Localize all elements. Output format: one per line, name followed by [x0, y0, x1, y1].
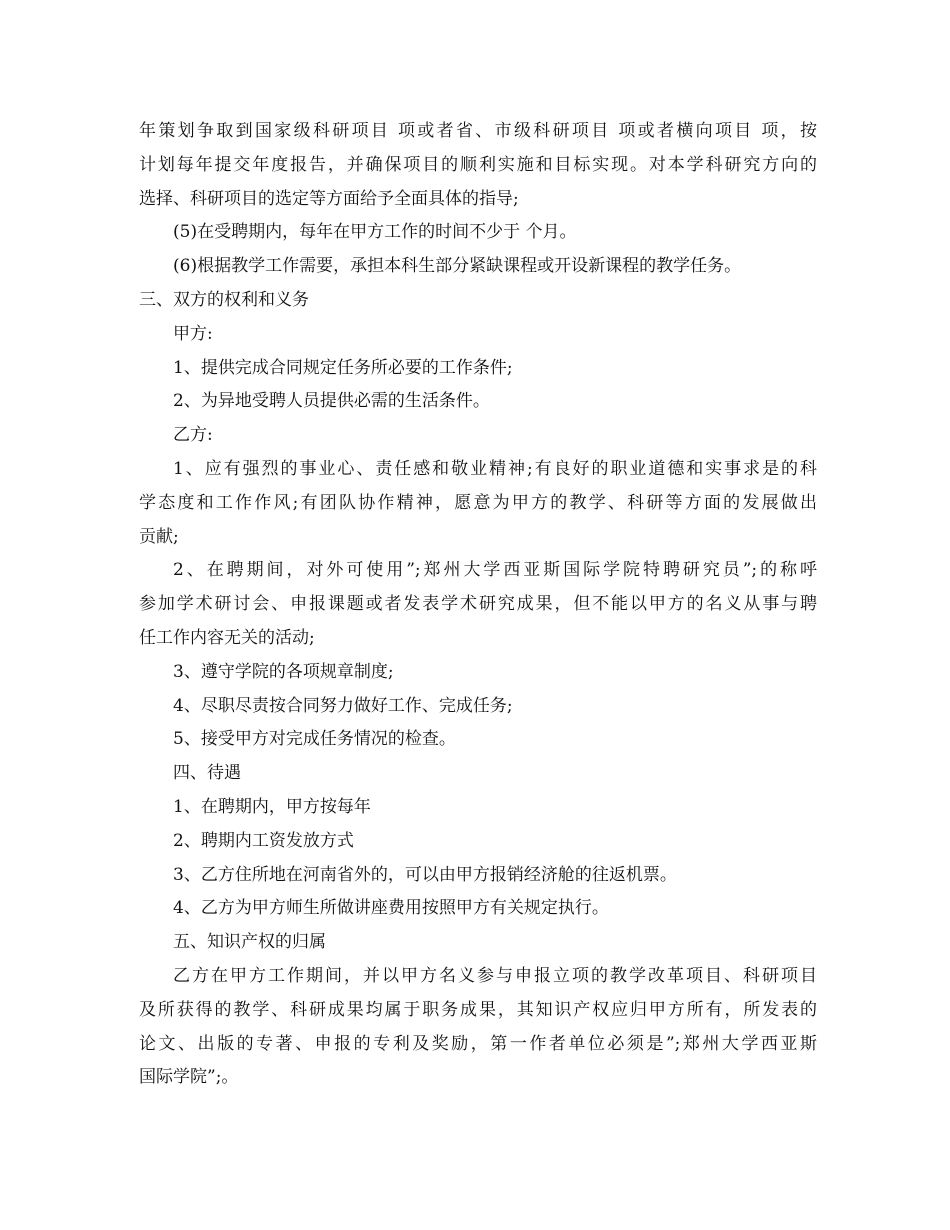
text-line: 贡献; [139, 526, 179, 547]
text-line: 3、乙方住所地在河南省外的，可以由甲方报销经济舱的往返机票。 [173, 864, 677, 885]
text-line: 选择、科研项目的选定等方面给予全面具体的指导; [139, 188, 519, 209]
text-line: 年策划争取到国家级科研项目 项或者省、市级科研项目 项或者横向项目 项，按 [139, 121, 817, 141]
text-line: 乙方: [173, 425, 213, 446]
text-line: (6)根据教学工作需要，承担本科生部分紧缺课程或开设新课程的教学任务。 [173, 256, 742, 277]
document-body [139, 115, 817, 1095]
text-line: 论文、出版的专著、申报的专利及奖励，第一作者单位必须是”;郑州大学西亚斯 [139, 1033, 817, 1054]
text-line: 1、应有强烈的事业心、责任感和敬业精神;有良好的职业道德和实事求是的科 [173, 458, 817, 479]
text-line: 2、在聘期间，对外可使用”;郑州大学西亚斯国际学院特聘研究员”;的称呼 [173, 560, 817, 581]
text-line: 任工作内容无关的活动; [139, 627, 315, 648]
text-line: 1、在聘期内，甲方按每年 [173, 796, 371, 817]
text-line: 国际学院”;。 [139, 1067, 239, 1088]
text-line: 4、尽职尽责按合同努力做好工作、完成任务; [173, 695, 513, 716]
text-line: 学态度和工作作风;有团队协作精神，愿意为甲方的教学、科研等方面的发展做出 [139, 492, 817, 513]
text-line: 甲方: [173, 323, 213, 344]
text-line: 三、双方的权利和义务 [139, 289, 309, 310]
text-line: 2、聘期内工资发放方式 [173, 830, 354, 851]
text-line: (5)在受聘期内，每年在甲方工作的时间不少于 个月。 [173, 222, 577, 243]
text-line: 计划每年提交年度报告，并确保项目的顺利实施和目标实现。对本学科研究方向的 [139, 154, 817, 175]
text-line: 5、接受甲方对完成任务情况的检查。 [173, 729, 456, 750]
text-line: 及所获得的教学、科研成果均属于职务成果，其知识产权应归甲方所有，所发表的 [139, 999, 817, 1020]
text-line: 4、乙方为甲方师生所做讲座费用按照甲方有关规定执行。 [173, 898, 609, 919]
text-line: 2、为异地受聘人员提供必需的生活条件。 [173, 391, 490, 412]
text-line: 乙方在甲方工作期间，并以甲方名义参与申报立项的教学改革项目、科研项目 [173, 965, 817, 986]
text-line: 五、知识产权的归属 [173, 932, 326, 953]
text-line: 四、待遇 [173, 763, 241, 784]
text-line: 3、遵守学院的各项规章制度; [173, 661, 394, 682]
text-line: 1、提供完成合同规定任务所必要的工作条件; [173, 357, 513, 378]
text-line: 参加学术研讨会、申报课题或者发表学术研究成果，但不能以甲方的名义从事与聘 [139, 594, 817, 615]
